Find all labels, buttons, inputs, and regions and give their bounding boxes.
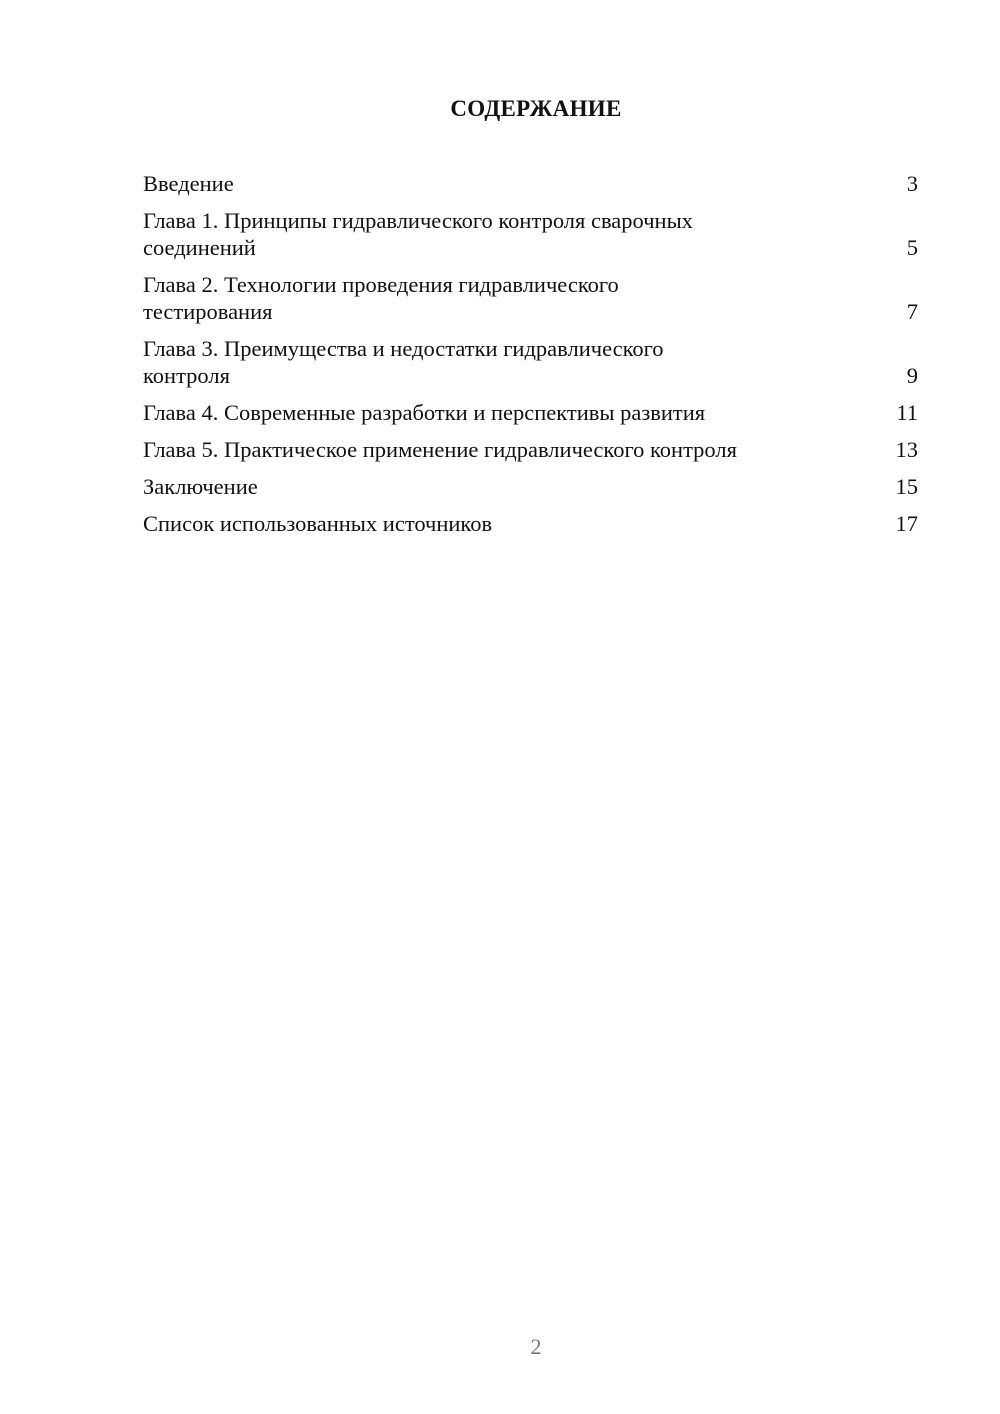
toc-entry-title <box>143 271 888 325</box>
toc-entry-title-line: Глава 5. Практическое применение гидравлического контроля <box>143 437 737 462</box>
toc-entry-page: 11 <box>896 400 918 425</box>
toc-entry-title-line: Введение <box>143 171 234 196</box>
toc-entry-title <box>143 399 888 426</box>
toc-entry-chapter-4[interactable] <box>143 399 918 426</box>
page-title: СОДЕРЖАНИЕ <box>450 96 622 121</box>
toc-entry-chapter-3[interactable] <box>143 335 918 389</box>
toc-entry-page: 17 <box>895 511 918 536</box>
toc-entry-page: 13 <box>895 437 918 462</box>
toc-entry-title-line: контроля <box>143 363 230 388</box>
toc-entry-title-line: Глава 2. Технологии проведения гидравлического <box>143 272 619 297</box>
toc-entry-conclusion[interactable] <box>143 473 918 500</box>
toc-entry-title <box>143 436 888 463</box>
toc-entry-title-line: Список использованных источников <box>143 511 493 536</box>
toc-entry-references[interactable] <box>143 510 918 537</box>
toc-entry-title <box>143 170 888 197</box>
table-of-contents <box>143 170 918 547</box>
toc-entry-page: 7 <box>906 299 918 324</box>
toc-entry-title-line: соединений <box>143 235 256 260</box>
toc-entry-chapter-2[interactable] <box>143 271 918 325</box>
toc-entry-title-line: Заключение <box>143 474 258 499</box>
toc-entry-chapter-5[interactable] <box>143 436 918 463</box>
toc-entry-page: 5 <box>906 235 918 260</box>
toc-entry-title-line: Глава 4. Современные разработки и перспективы развития <box>143 400 706 425</box>
toc-entry-title-line: Глава 3. Преимущества и недостатки гидравлического <box>143 336 664 361</box>
toc-entry-introduction[interactable] <box>143 170 918 197</box>
toc-entry-title <box>143 510 888 537</box>
toc-entry-title <box>143 473 888 500</box>
toc-entry-title <box>143 207 888 261</box>
toc-entry-page: 15 <box>895 474 918 499</box>
toc-entry-chapter-1[interactable] <box>143 207 918 261</box>
toc-entry-title <box>143 335 888 389</box>
toc-entry-page: 3 <box>906 171 918 196</box>
toc-entry-title-line: тестирования <box>143 299 273 324</box>
footer-page-number: 2 <box>530 1334 542 1359</box>
toc-entry-title-line: Глава 1. Принципы гидравлического контроля сварочных <box>143 208 693 233</box>
toc-entry-page: 9 <box>906 363 918 388</box>
